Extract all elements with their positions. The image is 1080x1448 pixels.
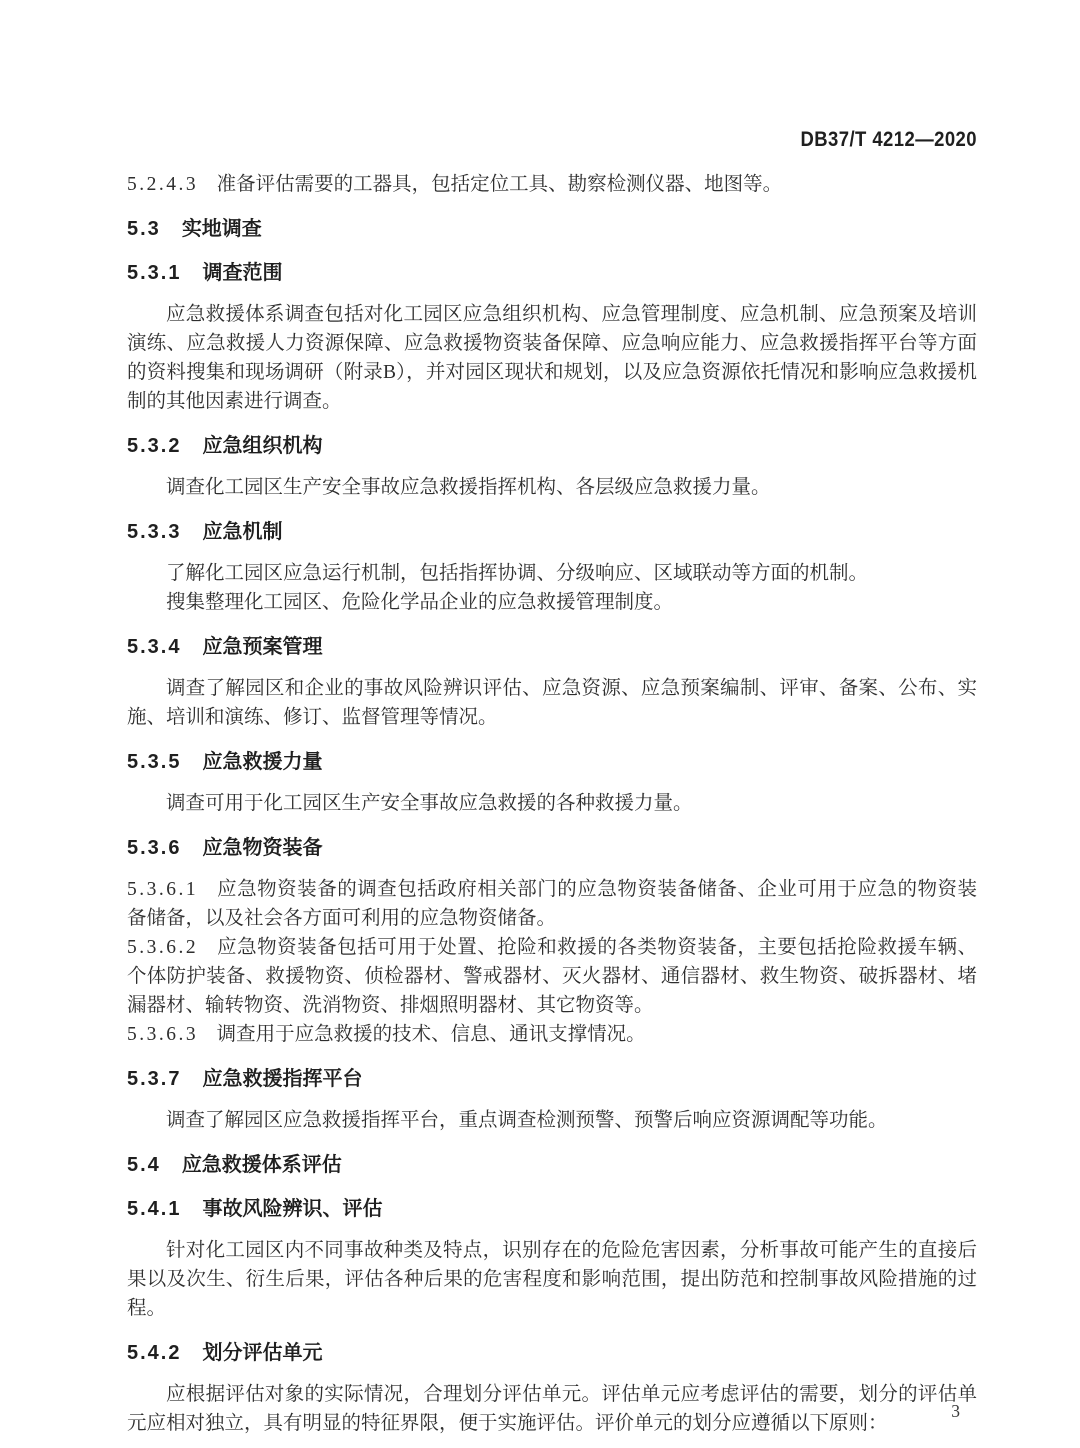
- clause-paragraph-5361: [127, 875, 977, 933]
- clause-title: 应急组织机构: [202, 435, 323, 457]
- clause-number: 5.2.4.3: [127, 174, 199, 195]
- clause-paragraph-5362: [127, 933, 977, 1020]
- section-heading-5-4: [127, 1151, 977, 1179]
- clause-number: 5.3.6.1: [127, 879, 199, 900]
- clause-heading-5-3-7: [127, 1065, 977, 1093]
- body-paragraph: 应急救援体系调查包括对化工园区应急组织机构、应急管理制度、应急机制、应急预案及培训演练、应急救援人力资源保障、应急救援物资装备保障、应急响应能力、应急救援指挥平台等方面的资料搜集和现场调研（附录B），并对园区现状和规划，以及应急资源依托情况和影响应急救援机制的其他因素进行调查。: [127, 304, 977, 412]
- clause-number: 5.3.6.3: [127, 1024, 199, 1045]
- clause-title: 划分评估单元: [202, 1342, 323, 1364]
- clause-number: 5.3.6.2: [127, 937, 199, 958]
- clause-number: 5.3.6: [127, 837, 182, 859]
- body-paragraph: 调查了解园区应急救援指挥平台，重点调查检测预警、预警后响应资源调配等功能。: [166, 1110, 888, 1131]
- clause-text: 调查用于应急救援的技术、信息、通讯支撑情况。: [216, 1024, 646, 1045]
- clause-heading-5-4-1: [127, 1195, 977, 1223]
- clause-heading-5-3-2: [127, 432, 977, 460]
- body-paragraph: 调查可用于化工园区生产安全事故应急救援的各种救援力量。: [166, 793, 693, 814]
- clause-text: 准备评估需要的工器具，包括定位工具、勘察检测仪器、地图等。: [216, 174, 783, 195]
- clause-title: 应急预案管理: [202, 636, 323, 658]
- clause-number: 5.3.4: [127, 636, 182, 658]
- clause-heading-5-3-5: [127, 748, 977, 776]
- section-number: 5.4: [127, 1154, 161, 1176]
- clause-number: 5.4.1: [127, 1198, 182, 1220]
- body-paragraph: 应根据评估对象的实际情况，合理划分评估单元。评估单元应考虑评估的需要，划分的评估单元应相对独立，具有明显的特征界限，便于实施评估。评价单元的划分应遵循以下原则：: [127, 1384, 977, 1434]
- clause-text: 应急物资装备包括可用于处置、抢险和救援的各类物资装备，主要包括抢险救援车辆、个体防护装备、救援物资、侦检器材、警戒器材、灭火器材、通信器材、救生物资、破拆器材、堵漏器材、输转物资、洗消物资、排烟照明器材、其它物资等。: [127, 937, 977, 1016]
- clause-number: 5.4.2: [127, 1342, 182, 1364]
- clause-heading-5-3-4: [127, 633, 977, 661]
- clause-paragraph-5363: [127, 1020, 977, 1049]
- clause-number: 5.3.1: [127, 262, 182, 284]
- section-title: 实地调查: [181, 218, 262, 240]
- section-number: 5.3: [127, 218, 161, 240]
- section-title: 应急救援体系评估: [181, 1154, 342, 1176]
- clause-number: 5.3.7: [127, 1068, 182, 1090]
- body-paragraph: 针对化工园区内不同事故种类及特点，识别存在的危险危害因素，分析事故可能产生的直接后果以及次生、衍生后果，评估各种后果的危害程度和影响范围，提出防范和控制事故风险措施的过程。: [127, 1240, 977, 1319]
- clause-title: 应急救援指挥平台: [202, 1068, 363, 1090]
- body-paragraph: 了解化工园区应急运行机制，包括指挥协调、分级响应、区域联动等方面的机制。: [166, 563, 869, 584]
- clause-number: 5.3.3: [127, 521, 182, 543]
- clause-title: 事故风险辨识、评估: [202, 1198, 383, 1220]
- clause-text: 应急物资装备的调查包括政府相关部门的应急物资装备储备、企业可用于应急的物资装备储备，以及社会各方面可利用的应急物资储备。: [127, 879, 977, 929]
- clause-title: 应急机制: [202, 521, 283, 543]
- clause-paragraph-5243: [127, 170, 977, 199]
- clause-heading-5-4-2: [127, 1339, 977, 1367]
- section-heading-5-3: [127, 215, 977, 243]
- clause-heading-5-3-1: [127, 259, 977, 287]
- page-number: 3: [951, 1401, 960, 1421]
- doc-number-header: DB37/T 4212—2020: [800, 128, 977, 151]
- clause-number: 5.3.5: [127, 751, 182, 773]
- clause-heading-5-3-6: [127, 834, 977, 862]
- body-paragraph: 调查化工园区生产安全事故应急救援指挥机构、各层级应急救援力量。: [166, 477, 771, 498]
- clause-heading-5-3-3: [127, 518, 977, 546]
- body-paragraph: 搜集整理化工园区、危险化学品企业的应急救援管理制度。: [166, 592, 674, 613]
- clause-number: 5.3.2: [127, 435, 182, 457]
- clause-title: 调查范围: [202, 262, 283, 284]
- clause-title: 应急救援力量: [202, 751, 323, 773]
- body-paragraph: 调查了解园区和企业的事故风险辨识评估、应急资源、应急预案编制、评审、备案、公布、实施、培训和演练、修订、监督管理等情况。: [127, 678, 977, 728]
- clause-title: 应急物资装备: [202, 837, 323, 859]
